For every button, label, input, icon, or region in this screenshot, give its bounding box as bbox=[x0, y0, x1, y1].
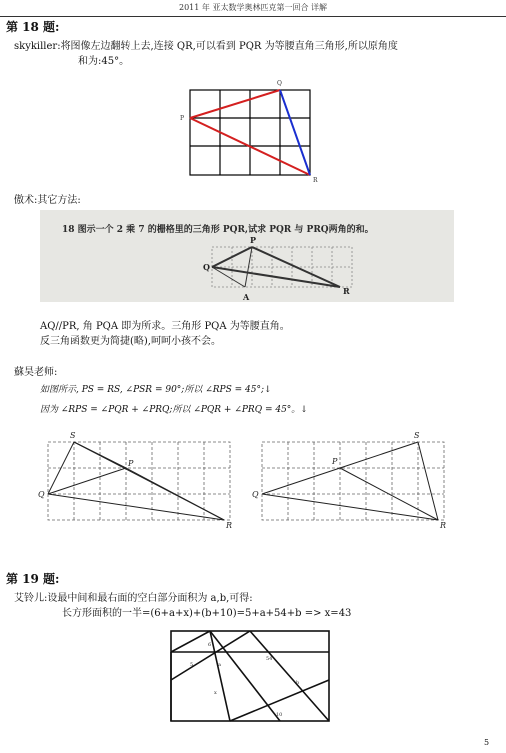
aoshu-label: 傲术:其它方法: bbox=[14, 195, 81, 206]
photo-label-p: P bbox=[250, 235, 257, 245]
q19-label-x: x bbox=[214, 690, 217, 696]
q19-rectangle-figure bbox=[170, 630, 330, 722]
photo-label-a: A bbox=[243, 292, 250, 302]
q19-line1: 艾铃儿:设最中间和最右面的空白部分面积为 a,b,可得: bbox=[14, 593, 253, 604]
photo-label-r: R bbox=[343, 286, 350, 296]
photo-problem-text: 18 图示一个 2 乘 7 的栅格里的三角形 PQR,试求 PQR 与 PRQ两角的和。 bbox=[62, 225, 374, 235]
fig1-label-p: P bbox=[180, 115, 185, 122]
aoshu-line2: 反三角函数更为简捷(略),呵呵小孩不会。 bbox=[40, 336, 221, 347]
right-label-q: Q bbox=[252, 490, 259, 499]
su-figure-right bbox=[252, 430, 462, 530]
q18-problem-photo bbox=[40, 210, 454, 302]
q19-title: 第 19 题: bbox=[6, 572, 60, 586]
q18-skykiller-line2: 和为:45°。 bbox=[78, 56, 130, 67]
right-label-s: S bbox=[414, 431, 420, 440]
left-label-s: S bbox=[70, 431, 76, 440]
fig1-label-q: Q bbox=[277, 80, 282, 87]
left-label-q: Q bbox=[38, 490, 45, 499]
q19-label-6: 6 bbox=[208, 642, 212, 648]
page-header bbox=[0, 0, 506, 17]
photo-grid-figure bbox=[40, 210, 454, 302]
red-line-pq bbox=[190, 90, 280, 118]
left-label-p: P bbox=[128, 459, 134, 468]
su-figure-left bbox=[38, 430, 248, 530]
q18-title: 第 18 题: bbox=[6, 20, 60, 34]
q19-label-10: 10 bbox=[276, 712, 283, 718]
fig1-label-r: R bbox=[313, 177, 318, 184]
page-number: 5 bbox=[484, 738, 490, 747]
su-label: 蘇昊老师: bbox=[14, 367, 58, 378]
photo-label-q: Q bbox=[203, 262, 210, 272]
q19-label-b: b bbox=[296, 680, 300, 686]
q19-label-a: a bbox=[218, 662, 221, 668]
header-title: 2011 年 亚太数学奥林匹克第一回合 详解 bbox=[179, 3, 327, 12]
q18-skykiller-line1: skykiller:将图像左边翻转上去,连接 QR,可以看到 PQR 为等腰直角三角形,所以原角度 bbox=[14, 41, 398, 52]
aoshu-line1: AQ//PR, 角 PQA 即为所求。三角形 PQA 为等腰直角。 bbox=[40, 321, 290, 332]
q19-label-5: 5 bbox=[190, 662, 194, 668]
su-line2: 因为 ∠RPS = ∠PQR + ∠PRQ;所以 ∠PQR + ∠PRQ = 45°。↓ bbox=[40, 405, 308, 415]
right-label-r: R bbox=[440, 521, 447, 530]
left-label-r: R bbox=[226, 521, 233, 530]
q19-line2: 长方形面积的一半=(6+a+x)+(b+10)=5+a+54+b => x=43 bbox=[62, 608, 352, 619]
q19-label-54: 54 bbox=[266, 656, 273, 662]
right-label-p: P bbox=[332, 457, 338, 466]
su-line1: 如图所示, PS = RS, ∠PSR = 90°;所以 ∠RPS = 45°;↓ bbox=[40, 385, 272, 395]
q18-figure-grid-triangle bbox=[180, 80, 330, 185]
